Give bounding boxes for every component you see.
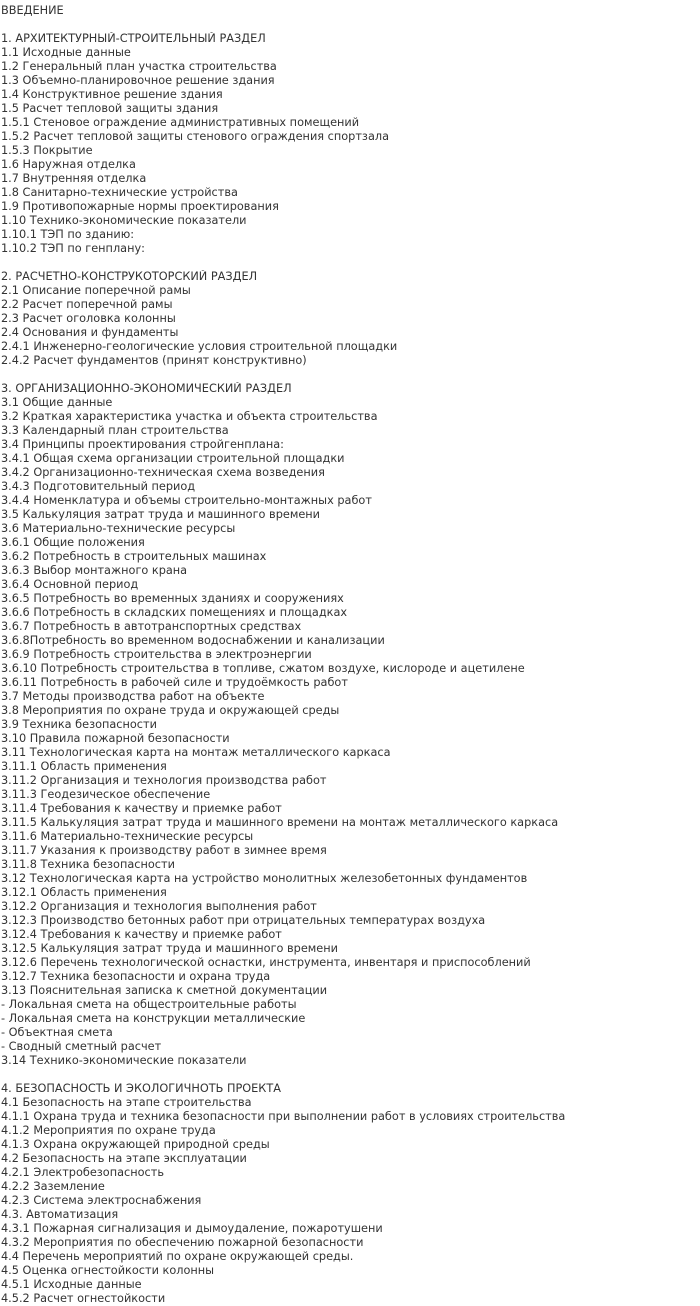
section-heading: ВВЕДЕНИЕ: [1, 4, 64, 17]
toc-entry: 3.4.1 Общая схема организации строительной площадки: [1, 452, 345, 465]
toc-entry: 3.5 Калькуляция затрат труда и машинного времени: [1, 508, 321, 521]
toc-entry: 3.4.3 Подготовительный период: [1, 480, 196, 493]
toc-entry: 3.11.8 Техника безопасности: [1, 858, 175, 871]
toc-entry: 4.3.2 Мероприятия по обеспечению пожарной безопасности: [1, 1236, 364, 1249]
toc-entry: 1.5.1 Стеновое ограждение административных помещений: [1, 116, 360, 129]
table-of-contents: [1, 4, 696, 1306]
toc-entry: 3.11.6 Материально-технические ресурсы: [1, 830, 254, 843]
toc-entry: 3.6 Материально-технические ресурсы: [1, 522, 236, 535]
toc-entry: 1.6 Наружная отделка: [1, 158, 136, 171]
toc-entry: 3.12 Технологическая карта на устройство монолитных железобетонных фундаментов: [1, 872, 528, 885]
toc-entry: 1.5.3 Покрытие: [1, 144, 93, 157]
toc-entry: 4.3.1 Пожарная сигнализация и дымоудаление, пожаротушени: [1, 1222, 383, 1235]
toc-entry: 1.7 Внутренняя отделка: [1, 172, 147, 185]
toc-entry: 3.11.1 Область применения: [1, 760, 167, 773]
toc-entry: 1.10 Технико-экономические показатели: [1, 214, 247, 227]
toc-entry: 3.12.7 Техника безопасности и охрана труда: [1, 970, 271, 983]
toc-entry: 3.4 Принципы проектирования стройгенплана:: [1, 438, 284, 451]
toc-entry: 3.12.3 Производство бетонных работ при отрицательных температурах воздуха: [1, 914, 486, 927]
toc-entry: 3.12.1 Область применения: [1, 886, 167, 899]
section-heading: 2. РАСЧЕТНО-КОНСТРУКОТОРСКИЙ РАЗДЕЛ: [1, 270, 258, 283]
toc-entry: 1.9 Противопожарные нормы проектирования: [1, 200, 279, 213]
toc-entry: 2.1 Описание поперечной рамы: [1, 284, 191, 297]
toc-entry: - Локальная смета на общестроительные работы: [1, 998, 297, 1011]
toc-entry: 1.10.2 ТЭП по генплану:: [1, 242, 145, 255]
toc-entry: 3.12.5 Калькуляция затрат труда и машинного времени: [1, 942, 338, 955]
toc-entry: 3.11.4 Требования к качеству и приемке работ: [1, 802, 282, 815]
toc-section: [1, 382, 696, 1068]
section-heading: 3. ОРГАНИЗАЦИОННО-ЭКОНОМИЧЕСКИЙ РАЗДЕЛ: [1, 382, 292, 395]
toc-entry: 3.4.2 Организационно-техническая схема возведения: [1, 466, 325, 479]
toc-entry: 2.4.1 Инженерно-геологические условия строительной площадки: [1, 340, 398, 353]
toc-entry: 4.4 Перечень мероприятий по охране окружающей среды.: [1, 1250, 354, 1263]
section-heading: 4. БЕЗОПАСНОСТЬ И ЭКОЛОГИЧНОТЬ ПРОЕКТА: [1, 1082, 281, 1095]
toc-entry: 1.5.2 Расчет тепловой защиты стенового ограждения спортзала: [1, 130, 390, 143]
toc-entry: 3.6.11 Потребность в рабочей силе и трудоёмкость работ: [1, 676, 348, 689]
toc-entry: 4.5.1 Исходные данные: [1, 1278, 142, 1291]
toc-entry: 3.13 Пояснительная записка к сметной документации: [1, 984, 328, 997]
toc-entry: 3.4.4 Номенклатура и объемы строительно-монтажных работ: [1, 494, 372, 507]
section-spacer: [1, 368, 696, 382]
toc-entry: 4.1 Безопасность на этапе строительства: [1, 1096, 252, 1109]
toc-entry: 3.6.5 Потребность во временных зданиях и сооружениях: [1, 592, 344, 605]
toc-entry: 3.11 Технологическая карта на монтаж металлического каркаса: [1, 746, 391, 759]
section-spacer: [1, 256, 696, 270]
toc-entry: 3.6.6 Потребность в складских помещениях и площадках: [1, 606, 348, 619]
toc-entry: 2.3 Расчет оголовка колонны: [1, 312, 176, 325]
toc-entry: 4.5 Оценка огнестойкости колонны: [1, 1264, 215, 1277]
toc-entry: 4.2 Безопасность на этапе эксплуатации: [1, 1152, 247, 1165]
toc-entry: 1.2 Генеральный план участка строительства: [1, 60, 277, 73]
toc-entry: 3.12.2 Организация и технология выполнения работ: [1, 900, 317, 913]
section-spacer: [1, 18, 696, 32]
toc-entry: 1.10.1 ТЭП по зданию:: [1, 228, 135, 241]
toc-entry: 4.5.2 Расчет огнестойкости: [1, 1292, 166, 1305]
toc-entry: 3.6.7 Потребность в автотранспортных средствах: [1, 620, 302, 633]
toc-entry: 4.3. Автоматизация: [1, 1208, 119, 1221]
toc-entry: 1.5 Расчет тепловой защиты здания: [1, 102, 219, 115]
toc-entry: 4.1.3 Охрана окружающей природной среды: [1, 1138, 270, 1151]
toc-entry: 2.2 Расчет поперечной рамы: [1, 298, 173, 311]
toc-entry: 3.12.6 Перечень технологической оснастки, инструмента, инвентаря и приспособлений: [1, 956, 531, 969]
toc-entry: 1.1 Исходные данные: [1, 46, 131, 59]
toc-section: [1, 270, 696, 368]
section-spacer: [1, 1068, 696, 1082]
toc-entry: 4.1.1 Охрана труда и техника безопасности при выполнении работ в условиях строительства: [1, 1110, 566, 1123]
toc-entry: 1.4 Конструктивное решение здания: [1, 88, 223, 101]
toc-entry: 2.4 Основания и фундаменты: [1, 326, 179, 339]
toc-entry: 4.2.3 Система электроснабжения: [1, 1194, 202, 1207]
toc-entry: 3.11.5 Калькуляция затрат труда и машинного времени на монтаж металлического каркаса: [1, 816, 559, 829]
toc-entry: 3.14 Технико-экономические показатели: [1, 1054, 247, 1067]
toc-section: [1, 1082, 696, 1306]
toc-entry: 3.8 Мероприятия по охране труда и окружающей среды: [1, 704, 340, 717]
toc-entry: 3.1 Общие данные: [1, 396, 113, 409]
toc-entry: 2.4.2 Расчет фундаментов (принят конструктивно): [1, 354, 307, 367]
toc-entry: 3.12.4 Требования к качеству и приемке работ: [1, 928, 282, 941]
toc-section: [1, 32, 696, 256]
toc-entry: - Локальная смета на конструкции металлические: [1, 1012, 306, 1025]
toc-entry: 3.6.10 Потребность строительства в топливе, сжатом воздухе, кислороде и ацетилене: [1, 662, 525, 675]
toc-entry: 3.6.2 Потребность в строительных машинах: [1, 550, 267, 563]
toc-entry: 3.10 Правила пожарной безопасности: [1, 732, 230, 745]
toc-entry: 1.8 Санитарно-технические устройства: [1, 186, 238, 199]
toc-entry: 3.6.4 Основной период: [1, 578, 139, 591]
toc-entry: - Сводный сметный расчет: [1, 1040, 162, 1053]
toc-entry: 3.2 Краткая характеристика участка и объекта строительства: [1, 410, 378, 423]
toc-entry: 3.3 Календарный план строительства: [1, 424, 229, 437]
toc-entry: 3.9 Техника безопасности: [1, 718, 157, 731]
toc-entry: 4.1.2 Мероприятия по охране труда: [1, 1124, 216, 1137]
toc-section: [1, 4, 696, 18]
toc-entry: 4.2.2 Заземление: [1, 1180, 105, 1193]
toc-entry: 3.6.8Потребность во временном водоснабжении и канализации: [1, 634, 385, 647]
toc-entry: 3.11.3 Геодезическое обеспечение: [1, 788, 211, 801]
toc-entry: 3.6.1 Общие положения: [1, 536, 145, 549]
toc-entry: 1.3 Объемно-планировочное решение здания: [1, 74, 275, 87]
toc-entry: 3.7 Методы производства работ на объекте: [1, 690, 265, 703]
toc-entry: 3.6.3 Выбор монтажного крана: [1, 564, 188, 577]
toc-entry: - Объектная смета: [1, 1026, 113, 1039]
toc-entry: 3.11.2 Организация и технология производства работ: [1, 774, 327, 787]
toc-entry: 3.11.7 Указания к производству работ в зимнее время: [1, 844, 327, 857]
section-heading: 1. АРХИТЕКТУРНЫЙ-СТРОИТЕЛЬНЫЙ РАЗДЕЛ: [1, 32, 266, 45]
toc-entry: 4.2.1 Электробезопасность: [1, 1166, 164, 1179]
toc-entry: 3.6.9 Потребность строительства в электроэнергии: [1, 648, 312, 661]
